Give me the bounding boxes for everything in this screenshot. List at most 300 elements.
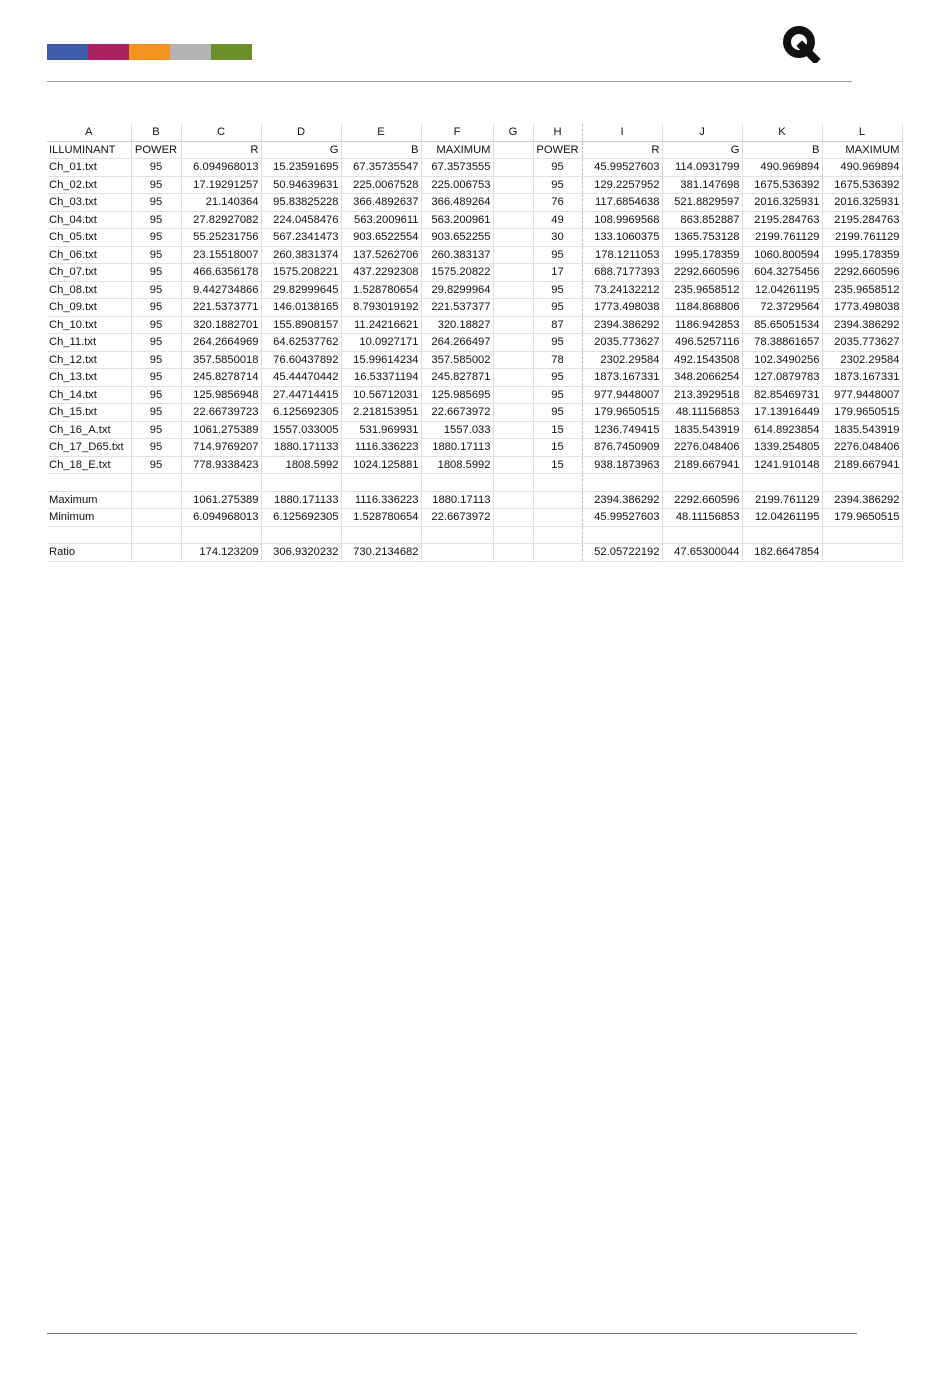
cell-k[interactable]: 72.3729564: [742, 299, 822, 317]
cell-c[interactable]: 21.140364: [181, 194, 261, 212]
cell-l[interactable]: 2276.048406: [822, 439, 902, 457]
cell-j[interactable]: 48.11156853: [662, 404, 742, 422]
cell-i[interactable]: 45.99527603: [582, 159, 662, 177]
cell-c[interactable]: 466.6356178: [181, 264, 261, 282]
cell-a[interactable]: Ch_01.txt: [47, 159, 131, 177]
cell-l[interactable]: 1835.543919: [822, 421, 902, 439]
cell-h[interactable]: 95: [533, 404, 582, 422]
cell-d[interactable]: 1808.5992: [261, 456, 341, 474]
cell-b[interactable]: [131, 474, 181, 492]
cell-e[interactable]: 8.793019192: [341, 299, 421, 317]
cell-b[interactable]: 95: [131, 264, 181, 282]
cell-b[interactable]: 95: [131, 369, 181, 387]
cell-f[interactable]: 903.652255: [421, 229, 493, 247]
cell-e[interactable]: B: [341, 141, 421, 159]
cell-k[interactable]: 490.969894: [742, 159, 822, 177]
cell-h[interactable]: H: [533, 124, 582, 141]
cell-d[interactable]: 6.125692305: [261, 509, 341, 527]
cell-l[interactable]: 2394.386292: [822, 491, 902, 509]
cell-k[interactable]: 1339.254805: [742, 439, 822, 457]
cell-i[interactable]: [582, 474, 662, 492]
cell-l[interactable]: [822, 544, 902, 562]
cell-b[interactable]: [131, 509, 181, 527]
cell-b[interactable]: 95: [131, 229, 181, 247]
cell-d[interactable]: 27.44714415: [261, 386, 341, 404]
cell-l[interactable]: [822, 526, 902, 544]
cell-l[interactable]: L: [822, 124, 902, 141]
cell-b[interactable]: 95: [131, 386, 181, 404]
cell-c[interactable]: R: [181, 141, 261, 159]
cell-h[interactable]: 95: [533, 176, 582, 194]
cell-g[interactable]: [493, 474, 533, 492]
cell-l[interactable]: 2302.29584: [822, 351, 902, 369]
cell-i[interactable]: 1773.498038: [582, 299, 662, 317]
cell-f[interactable]: MAXIMUM: [421, 141, 493, 159]
cell-h[interactable]: 30: [533, 229, 582, 247]
cell-b[interactable]: 95: [131, 194, 181, 212]
cell-i[interactable]: 1873.167331: [582, 369, 662, 387]
cell-e[interactable]: 437.2292308: [341, 264, 421, 282]
cell-k[interactable]: 127.0879783: [742, 369, 822, 387]
cell-l[interactable]: 1675.536392: [822, 176, 902, 194]
cell-d[interactable]: 567.2341473: [261, 229, 341, 247]
cell-g[interactable]: [493, 264, 533, 282]
cell-a[interactable]: Ch_13.txt: [47, 369, 131, 387]
cell-a[interactable]: Ch_07.txt: [47, 264, 131, 282]
cell-c[interactable]: 778.9338423: [181, 456, 261, 474]
cell-i[interactable]: 129.2257952: [582, 176, 662, 194]
cell-b[interactable]: 95: [131, 246, 181, 264]
cell-a[interactable]: Ch_06.txt: [47, 246, 131, 264]
cell-l[interactable]: 179.9650515: [822, 509, 902, 527]
cell-b[interactable]: 95: [131, 281, 181, 299]
cell-g[interactable]: [493, 421, 533, 439]
cell-b[interactable]: [131, 526, 181, 544]
cell-l[interactable]: MAXIMUM: [822, 141, 902, 159]
cell-i[interactable]: 73.24132212: [582, 281, 662, 299]
cell-b[interactable]: 95: [131, 456, 181, 474]
cell-i[interactable]: 2035.773627: [582, 334, 662, 352]
cell-e[interactable]: [341, 474, 421, 492]
cell-i[interactable]: 1236.749415: [582, 421, 662, 439]
cell-g[interactable]: [493, 299, 533, 317]
cell-e[interactable]: 1.528780654: [341, 509, 421, 527]
cell-c[interactable]: 6.094968013: [181, 159, 261, 177]
cell-j[interactable]: 1365.753128: [662, 229, 742, 247]
cell-b[interactable]: 95: [131, 421, 181, 439]
cell-h[interactable]: [533, 509, 582, 527]
cell-e[interactable]: 1.528780654: [341, 281, 421, 299]
cell-g[interactable]: G: [493, 124, 533, 141]
cell-g[interactable]: [493, 281, 533, 299]
cell-f[interactable]: 264.266497: [421, 334, 493, 352]
cell-k[interactable]: 182.6647854: [742, 544, 822, 562]
cell-f[interactable]: F: [421, 124, 493, 141]
cell-c[interactable]: 55.25231756: [181, 229, 261, 247]
cell-j[interactable]: J: [662, 124, 742, 141]
cell-g[interactable]: [493, 141, 533, 159]
cell-h[interactable]: 95: [533, 334, 582, 352]
cell-f[interactable]: 563.200961: [421, 211, 493, 229]
cell-k[interactable]: 12.04261195: [742, 509, 822, 527]
cell-e[interactable]: 10.0927171: [341, 334, 421, 352]
cell-k[interactable]: K: [742, 124, 822, 141]
cell-g[interactable]: [493, 509, 533, 527]
cell-e[interactable]: 16.53371194: [341, 369, 421, 387]
cell-j[interactable]: [662, 526, 742, 544]
cell-f[interactable]: 67.3573555: [421, 159, 493, 177]
cell-h[interactable]: [533, 491, 582, 509]
cell-l[interactable]: 2394.386292: [822, 316, 902, 334]
cell-e[interactable]: 366.4892637: [341, 194, 421, 212]
cell-k[interactable]: 1060.800594: [742, 246, 822, 264]
cell-i[interactable]: 108.9969568: [582, 211, 662, 229]
cell-j[interactable]: 47.65300044: [662, 544, 742, 562]
cell-c[interactable]: 174.123209: [181, 544, 261, 562]
cell-k[interactable]: 12.04261195: [742, 281, 822, 299]
cell-j[interactable]: 114.0931799: [662, 159, 742, 177]
cell-l[interactable]: 490.969894: [822, 159, 902, 177]
cell-a[interactable]: Ch_10.txt: [47, 316, 131, 334]
cell-g[interactable]: [493, 526, 533, 544]
cell-i[interactable]: 876.7450909: [582, 439, 662, 457]
cell-f[interactable]: [421, 474, 493, 492]
cell-a[interactable]: [47, 474, 131, 492]
cell-e[interactable]: 15.99614234: [341, 351, 421, 369]
cell-g[interactable]: [493, 386, 533, 404]
cell-d[interactable]: 155.8908157: [261, 316, 341, 334]
cell-k[interactable]: 2195.284763: [742, 211, 822, 229]
cell-e[interactable]: 563.2009611: [341, 211, 421, 229]
cell-g[interactable]: [493, 544, 533, 562]
cell-b[interactable]: 95: [131, 316, 181, 334]
cell-i[interactable]: 133.1060375: [582, 229, 662, 247]
cell-i[interactable]: 45.99527603: [582, 509, 662, 527]
cell-d[interactable]: 95.83825228: [261, 194, 341, 212]
cell-c[interactable]: 1061.275389: [181, 491, 261, 509]
cell-f[interactable]: 1808.5992: [421, 456, 493, 474]
cell-h[interactable]: [533, 544, 582, 562]
cell-j[interactable]: [662, 474, 742, 492]
cell-j[interactable]: 2276.048406: [662, 439, 742, 457]
cell-c[interactable]: 125.9856948: [181, 386, 261, 404]
cell-d[interactable]: 260.3831374: [261, 246, 341, 264]
cell-d[interactable]: 50.94639631: [261, 176, 341, 194]
cell-a[interactable]: A: [47, 124, 131, 141]
cell-l[interactable]: [822, 474, 902, 492]
cell-d[interactable]: [261, 474, 341, 492]
cell-h[interactable]: 95: [533, 281, 582, 299]
cell-h[interactable]: 95: [533, 386, 582, 404]
cell-i[interactable]: 938.1873963: [582, 456, 662, 474]
cell-l[interactable]: 235.9658512: [822, 281, 902, 299]
cell-a[interactable]: Ch_02.txt: [47, 176, 131, 194]
cell-i[interactable]: 117.6854638: [582, 194, 662, 212]
cell-e[interactable]: 10.56712031: [341, 386, 421, 404]
cell-k[interactable]: 614.8923854: [742, 421, 822, 439]
cell-j[interactable]: 496.5257116: [662, 334, 742, 352]
cell-e[interactable]: 1024.125881: [341, 456, 421, 474]
cell-j[interactable]: 48.11156853: [662, 509, 742, 527]
cell-i[interactable]: 2302.29584: [582, 351, 662, 369]
cell-a[interactable]: Ch_16_A.txt: [47, 421, 131, 439]
cell-e[interactable]: 730.2134682: [341, 544, 421, 562]
cell-a[interactable]: Maximum: [47, 491, 131, 509]
cell-h[interactable]: 95: [533, 369, 582, 387]
cell-e[interactable]: E: [341, 124, 421, 141]
cell-j[interactable]: 2189.667941: [662, 456, 742, 474]
cell-a[interactable]: Ch_04.txt: [47, 211, 131, 229]
cell-i[interactable]: 179.9650515: [582, 404, 662, 422]
cell-c[interactable]: 6.094968013: [181, 509, 261, 527]
cell-c[interactable]: 27.82927082: [181, 211, 261, 229]
cell-h[interactable]: 15: [533, 456, 582, 474]
cell-l[interactable]: 1873.167331: [822, 369, 902, 387]
cell-g[interactable]: [493, 176, 533, 194]
cell-g[interactable]: [493, 229, 533, 247]
cell-j[interactable]: 1186.942853: [662, 316, 742, 334]
cell-a[interactable]: Ch_11.txt: [47, 334, 131, 352]
cell-b[interactable]: [131, 491, 181, 509]
cell-f[interactable]: 22.6673972: [421, 404, 493, 422]
cell-k[interactable]: 82.85469731: [742, 386, 822, 404]
cell-e[interactable]: 137.5262706: [341, 246, 421, 264]
cell-k[interactable]: 2016.325931: [742, 194, 822, 212]
cell-e[interactable]: 1116.336223: [341, 491, 421, 509]
cell-k[interactable]: 2199.761129: [742, 491, 822, 509]
cell-k[interactable]: 604.3275456: [742, 264, 822, 282]
cell-c[interactable]: 22.66739723: [181, 404, 261, 422]
cell-h[interactable]: [533, 474, 582, 492]
cell-c[interactable]: 714.9769207: [181, 439, 261, 457]
cell-c[interactable]: 264.2664969: [181, 334, 261, 352]
cell-i[interactable]: 2394.386292: [582, 491, 662, 509]
cell-j[interactable]: G: [662, 141, 742, 159]
cell-c[interactable]: 320.1882701: [181, 316, 261, 334]
cell-f[interactable]: 1880.17113: [421, 439, 493, 457]
cell-d[interactable]: D: [261, 124, 341, 141]
cell-k[interactable]: 102.3490256: [742, 351, 822, 369]
cell-e[interactable]: 1116.336223: [341, 439, 421, 457]
cell-b[interactable]: 95: [131, 211, 181, 229]
cell-e[interactable]: 903.6522554: [341, 229, 421, 247]
cell-g[interactable]: [493, 404, 533, 422]
cell-a[interactable]: Minimum: [47, 509, 131, 527]
cell-d[interactable]: [261, 526, 341, 544]
cell-h[interactable]: POWER: [533, 141, 582, 159]
cell-e[interactable]: 67.35735547: [341, 159, 421, 177]
cell-c[interactable]: 357.5850018: [181, 351, 261, 369]
cell-i[interactable]: 178.1211053: [582, 246, 662, 264]
cell-a[interactable]: ILLUMINANT: [47, 141, 131, 159]
cell-g[interactable]: [493, 456, 533, 474]
cell-a[interactable]: Ch_15.txt: [47, 404, 131, 422]
cell-h[interactable]: 15: [533, 421, 582, 439]
cell-f[interactable]: 1575.20822: [421, 264, 493, 282]
cell-a[interactable]: Ch_03.txt: [47, 194, 131, 212]
cell-k[interactable]: [742, 474, 822, 492]
cell-l[interactable]: 2292.660596: [822, 264, 902, 282]
cell-i[interactable]: 52.05722192: [582, 544, 662, 562]
cell-b[interactable]: 95: [131, 159, 181, 177]
cell-c[interactable]: 245.8278714: [181, 369, 261, 387]
cell-c[interactable]: 9.442734866: [181, 281, 261, 299]
cell-a[interactable]: Ch_18_E.txt: [47, 456, 131, 474]
cell-c[interactable]: C: [181, 124, 261, 141]
cell-d[interactable]: 1575.208221: [261, 264, 341, 282]
cell-i[interactable]: I: [582, 124, 662, 141]
cell-g[interactable]: [493, 316, 533, 334]
cell-b[interactable]: 95: [131, 404, 181, 422]
cell-g[interactable]: [493, 159, 533, 177]
cell-c[interactable]: 17.19291257: [181, 176, 261, 194]
cell-j[interactable]: 2292.660596: [662, 491, 742, 509]
cell-i[interactable]: 977.9448007: [582, 386, 662, 404]
cell-d[interactable]: 6.125692305: [261, 404, 341, 422]
cell-k[interactable]: 78.38861657: [742, 334, 822, 352]
cell-c[interactable]: [181, 474, 261, 492]
cell-f[interactable]: 245.827871: [421, 369, 493, 387]
cell-j[interactable]: 235.9658512: [662, 281, 742, 299]
cell-f[interactable]: 125.985695: [421, 386, 493, 404]
cell-j[interactable]: 863.852887: [662, 211, 742, 229]
cell-j[interactable]: 213.3929518: [662, 386, 742, 404]
cell-g[interactable]: [493, 369, 533, 387]
cell-j[interactable]: 1184.868806: [662, 299, 742, 317]
cell-l[interactable]: 977.9448007: [822, 386, 902, 404]
cell-l[interactable]: 2035.773627: [822, 334, 902, 352]
cell-d[interactable]: 306.9320232: [261, 544, 341, 562]
cell-k[interactable]: 85.65051534: [742, 316, 822, 334]
cell-k[interactable]: 1675.536392: [742, 176, 822, 194]
cell-a[interactable]: Ch_12.txt: [47, 351, 131, 369]
cell-a[interactable]: Ratio: [47, 544, 131, 562]
cell-a[interactable]: Ch_05.txt: [47, 229, 131, 247]
cell-f[interactable]: 221.537377: [421, 299, 493, 317]
cell-i[interactable]: [582, 526, 662, 544]
cell-i[interactable]: 2394.386292: [582, 316, 662, 334]
cell-k[interactable]: 1241.910148: [742, 456, 822, 474]
cell-l[interactable]: 179.9650515: [822, 404, 902, 422]
cell-b[interactable]: 95: [131, 299, 181, 317]
cell-b[interactable]: 95: [131, 176, 181, 194]
cell-e[interactable]: [341, 526, 421, 544]
cell-f[interactable]: 225.006753: [421, 176, 493, 194]
cell-j[interactable]: 1835.543919: [662, 421, 742, 439]
cell-d[interactable]: 1880.171133: [261, 439, 341, 457]
cell-i[interactable]: 688.7177393: [582, 264, 662, 282]
cell-h[interactable]: [533, 526, 582, 544]
cell-l[interactable]: 1995.178359: [822, 246, 902, 264]
cell-c[interactable]: 23.15518007: [181, 246, 261, 264]
cell-b[interactable]: POWER: [131, 141, 181, 159]
cell-d[interactable]: 1880.171133: [261, 491, 341, 509]
cell-j[interactable]: 2292.660596: [662, 264, 742, 282]
cell-f[interactable]: [421, 526, 493, 544]
cell-g[interactable]: [493, 491, 533, 509]
cell-e[interactable]: 225.0067528: [341, 176, 421, 194]
cell-k[interactable]: 17.13916449: [742, 404, 822, 422]
cell-a[interactable]: Ch_17_D65.txt: [47, 439, 131, 457]
cell-h[interactable]: 95: [533, 246, 582, 264]
cell-g[interactable]: [493, 246, 533, 264]
cell-j[interactable]: 492.1543508: [662, 351, 742, 369]
cell-j[interactable]: 381.147698: [662, 176, 742, 194]
cell-f[interactable]: [421, 544, 493, 562]
cell-b[interactable]: 95: [131, 351, 181, 369]
cell-f[interactable]: 1880.17113: [421, 491, 493, 509]
cell-g[interactable]: [493, 211, 533, 229]
cell-g[interactable]: [493, 439, 533, 457]
cell-j[interactable]: 348.2066254: [662, 369, 742, 387]
cell-i[interactable]: R: [582, 141, 662, 159]
cell-e[interactable]: 531.969931: [341, 421, 421, 439]
cell-d[interactable]: 45.44470442: [261, 369, 341, 387]
cell-c[interactable]: 1061.275389: [181, 421, 261, 439]
cell-d[interactable]: 15.23591695: [261, 159, 341, 177]
cell-d[interactable]: 1557.033005: [261, 421, 341, 439]
cell-h[interactable]: 49: [533, 211, 582, 229]
cell-l[interactable]: 2189.667941: [822, 456, 902, 474]
cell-b[interactable]: 95: [131, 334, 181, 352]
cell-e[interactable]: 2.218153951: [341, 404, 421, 422]
cell-d[interactable]: 224.0458476: [261, 211, 341, 229]
cell-f[interactable]: 29.8299964: [421, 281, 493, 299]
cell-a[interactable]: Ch_08.txt: [47, 281, 131, 299]
cell-h[interactable]: 15: [533, 439, 582, 457]
cell-e[interactable]: 11.24216621: [341, 316, 421, 334]
cell-k[interactable]: [742, 526, 822, 544]
cell-c[interactable]: 221.5373771: [181, 299, 261, 317]
cell-h[interactable]: 95: [533, 159, 582, 177]
cell-a[interactable]: Ch_09.txt: [47, 299, 131, 317]
cell-l[interactable]: 2016.325931: [822, 194, 902, 212]
cell-h[interactable]: 17: [533, 264, 582, 282]
cell-g[interactable]: [493, 194, 533, 212]
cell-f[interactable]: 357.585002: [421, 351, 493, 369]
cell-j[interactable]: 1995.178359: [662, 246, 742, 264]
cell-l[interactable]: 1773.498038: [822, 299, 902, 317]
cell-f[interactable]: 260.383137: [421, 246, 493, 264]
cell-g[interactable]: [493, 334, 533, 352]
cell-b[interactable]: 95: [131, 439, 181, 457]
cell-g[interactable]: [493, 351, 533, 369]
cell-k[interactable]: B: [742, 141, 822, 159]
cell-h[interactable]: 78: [533, 351, 582, 369]
cell-b[interactable]: [131, 544, 181, 562]
cell-j[interactable]: 521.8829597: [662, 194, 742, 212]
cell-d[interactable]: 64.62537762: [261, 334, 341, 352]
cell-f[interactable]: 320.18827: [421, 316, 493, 334]
cell-a[interactable]: Ch_14.txt: [47, 386, 131, 404]
cell-b[interactable]: B: [131, 124, 181, 141]
cell-d[interactable]: 146.0138165: [261, 299, 341, 317]
cell-f[interactable]: 22.6673972: [421, 509, 493, 527]
cell-d[interactable]: 29.82999645: [261, 281, 341, 299]
cell-a[interactable]: [47, 526, 131, 544]
cell-l[interactable]: 2199.761129: [822, 229, 902, 247]
cell-f[interactable]: 1557.033: [421, 421, 493, 439]
cell-h[interactable]: 95: [533, 299, 582, 317]
cell-d[interactable]: G: [261, 141, 341, 159]
cell-l[interactable]: 2195.284763: [822, 211, 902, 229]
cell-c[interactable]: [181, 526, 261, 544]
cell-h[interactable]: 87: [533, 316, 582, 334]
cell-h[interactable]: 76: [533, 194, 582, 212]
cell-f[interactable]: 366.489264: [421, 194, 493, 212]
cell-k[interactable]: 2199.761129: [742, 229, 822, 247]
cell-d[interactable]: 76.60437892: [261, 351, 341, 369]
